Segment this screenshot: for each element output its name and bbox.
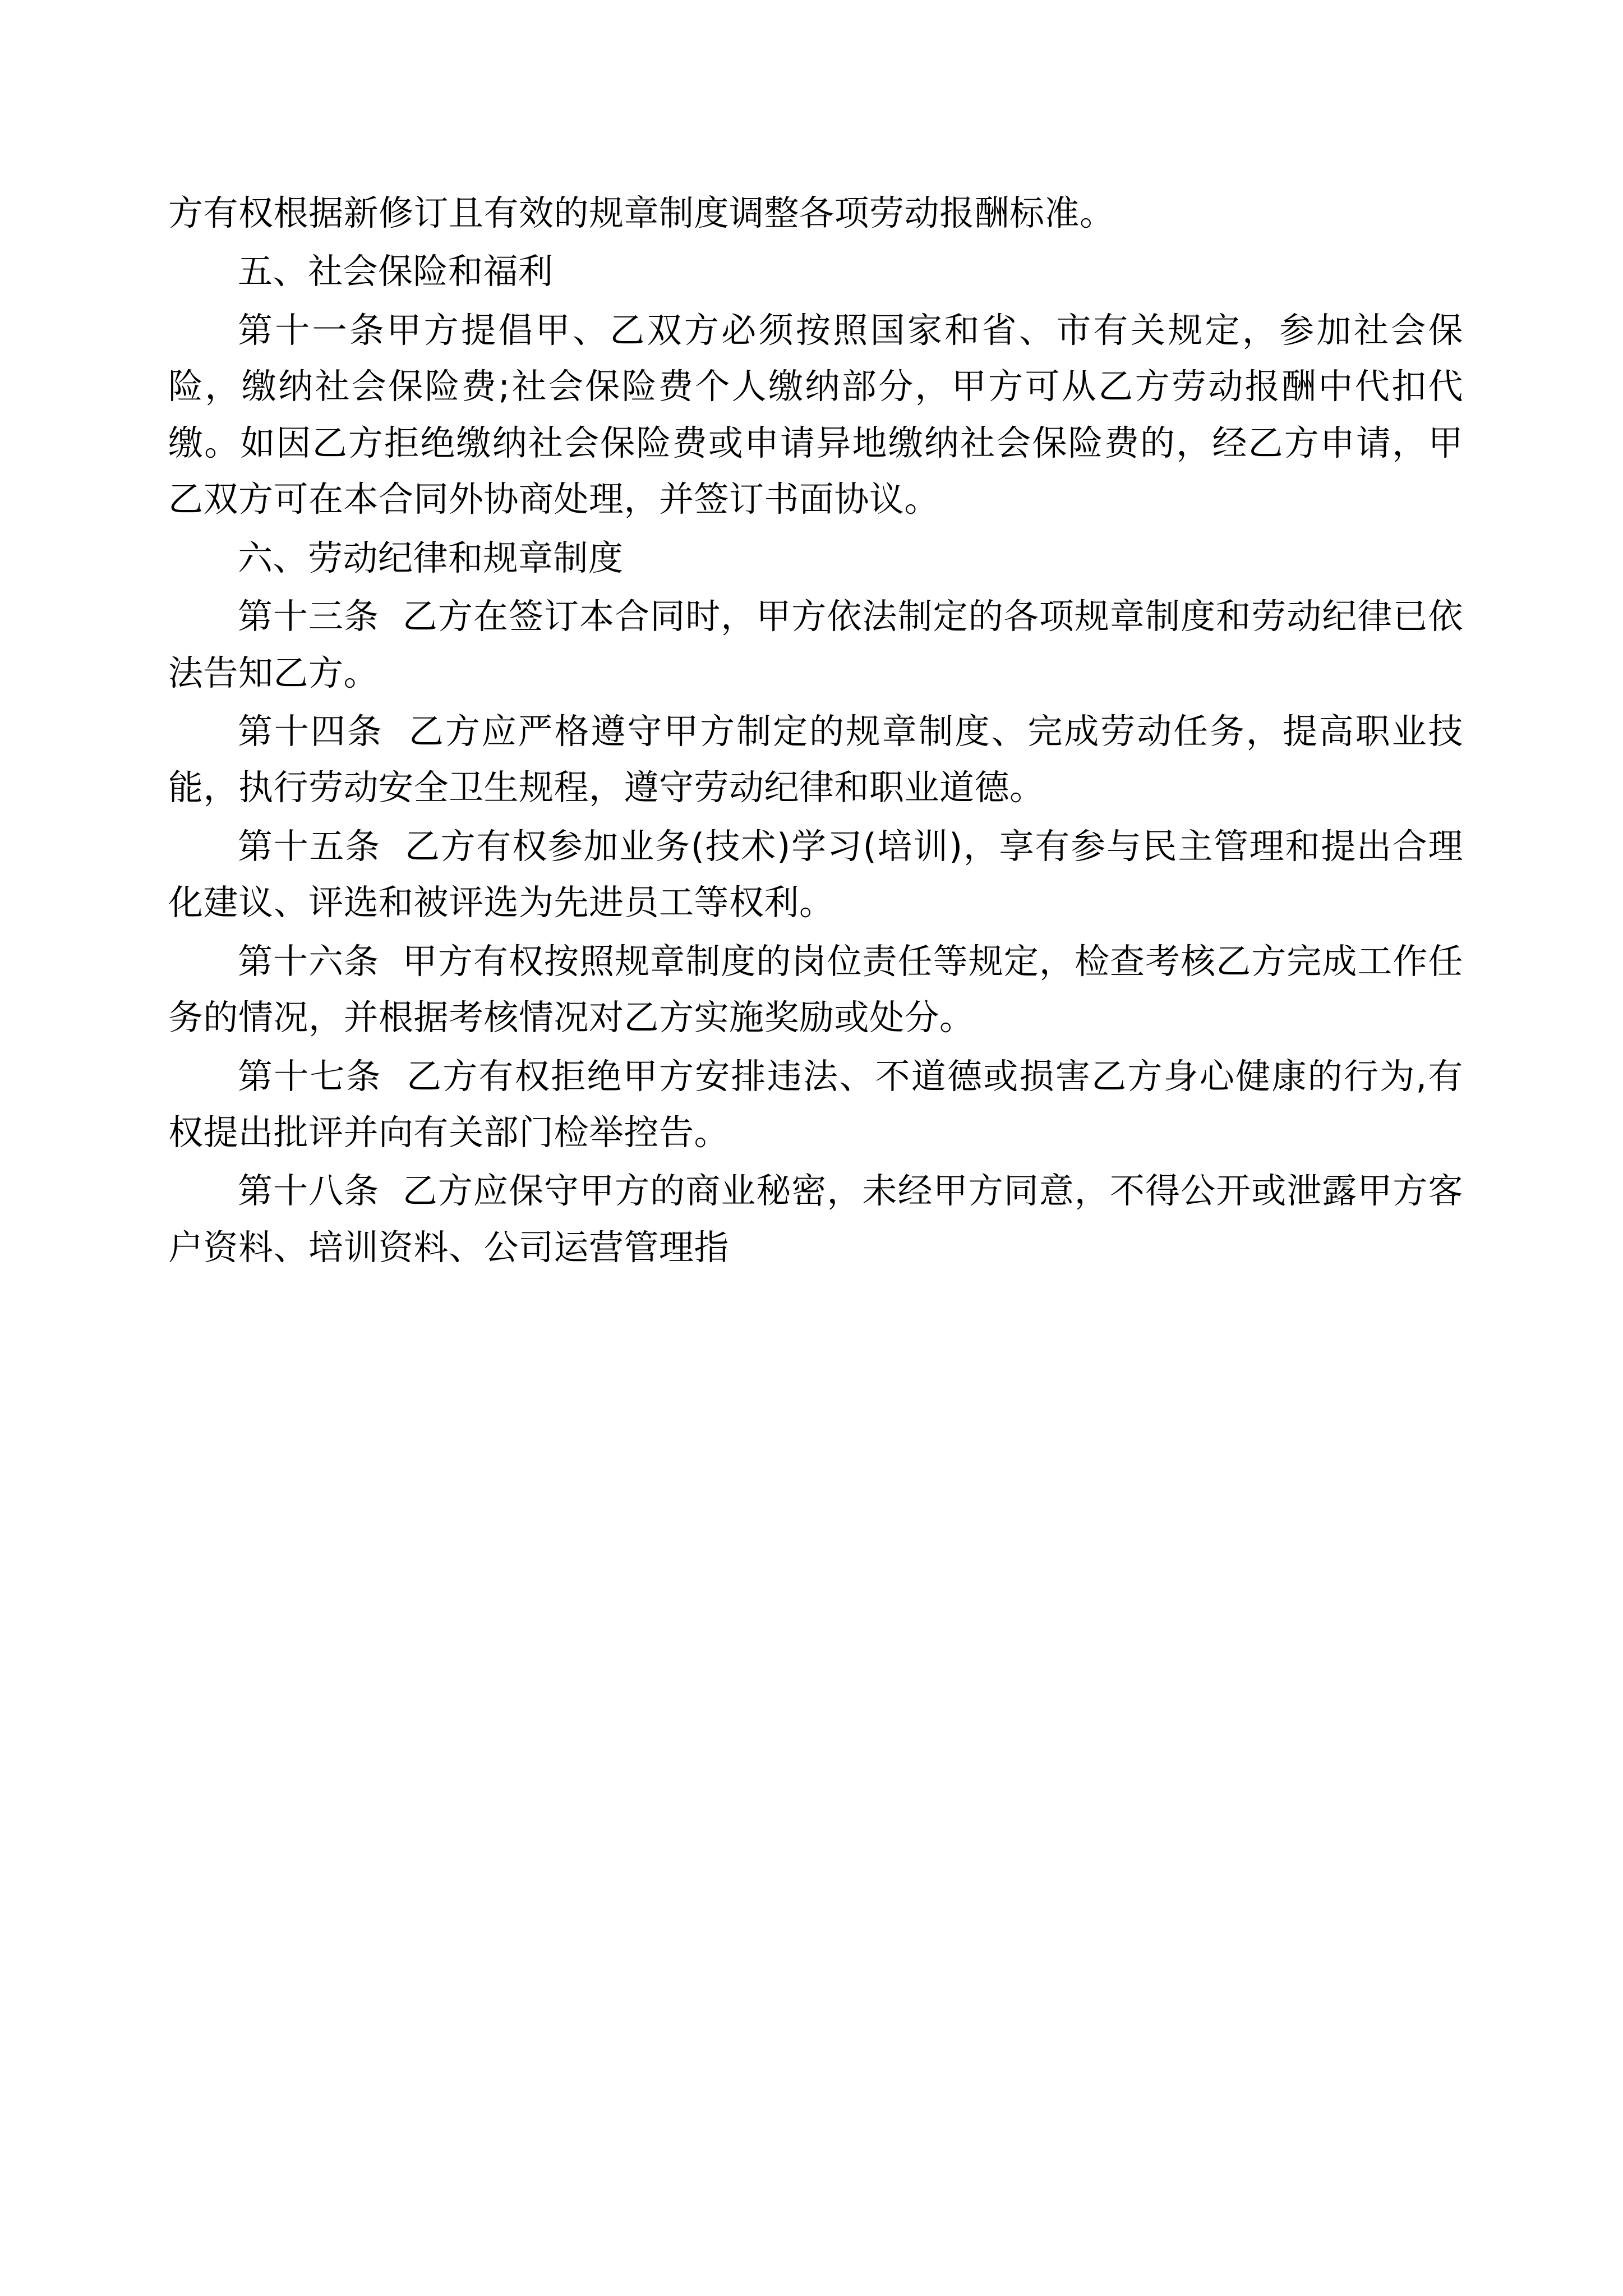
paragraph-article-fifteen: 第十五条 乙方有权参加业务(技术)学习(培训)，享有参与民主管理和提出合理化建议、评选和被评选为先进员工等权利。: [168, 825, 1463, 923]
section-heading-social-insurance: 五、社会保险和福利: [238, 251, 554, 292]
paragraph-article-thirteen: 第十三条 乙方在签订本合同时，甲方依法制定的各项规章制度和劳动纪律已依法告知乙方。: [168, 596, 1463, 693]
paragraph-article-seventeen: 第十七条 乙方有权拒绝甲方安排违法、不道德或损害乙方身心健康的行为,有权提出批评并向有关部门检举控告。: [168, 1055, 1463, 1153]
section-heading-labor-discipline: 六、劳动纪律和规章制度: [238, 537, 624, 578]
paragraph-article-eighteen: 第十八条 乙方应保守甲方的商业秘密，未经甲方同意，不得公开或泄露甲方客户资料、培训资料、公司运营管理指: [168, 1170, 1463, 1268]
paragraph-article-fourteen: 第十四条 乙方应严格遵守甲方制定的规章制度、完成劳动任务，提高职业技能，执行劳动安全卫生规程，遵守劳动纪律和职业道德。: [168, 710, 1463, 808]
paragraph-continued-wage-standard: 方有权根据新修订且有效的规章制度调整各项劳动报酬标准。: [168, 192, 1115, 233]
document-body: [168, 185, 1463, 1276]
paragraph-article-eleven: 第十一条甲方提倡甲、乙双方必须按照国家和省、市有关规定，参加社会保险，缴纳社会保险费;社会保险费个人缴纳部分，甲方可从乙方劳动报酬中代扣代缴。如因乙方拒绝缴纳社会保险费或申请异地缴纳社会保险费的，经乙方申请，甲乙双方可在本合同外协商处理，并签订书面协议。: [168, 309, 1463, 520]
paragraph-article-sixteen: 第十六条 甲方有权按照规章制度的岗位责任等规定，检查考核乙方完成工作任务的情况，并根据考核情况对乙方实施奖励或处分。: [168, 940, 1463, 1038]
